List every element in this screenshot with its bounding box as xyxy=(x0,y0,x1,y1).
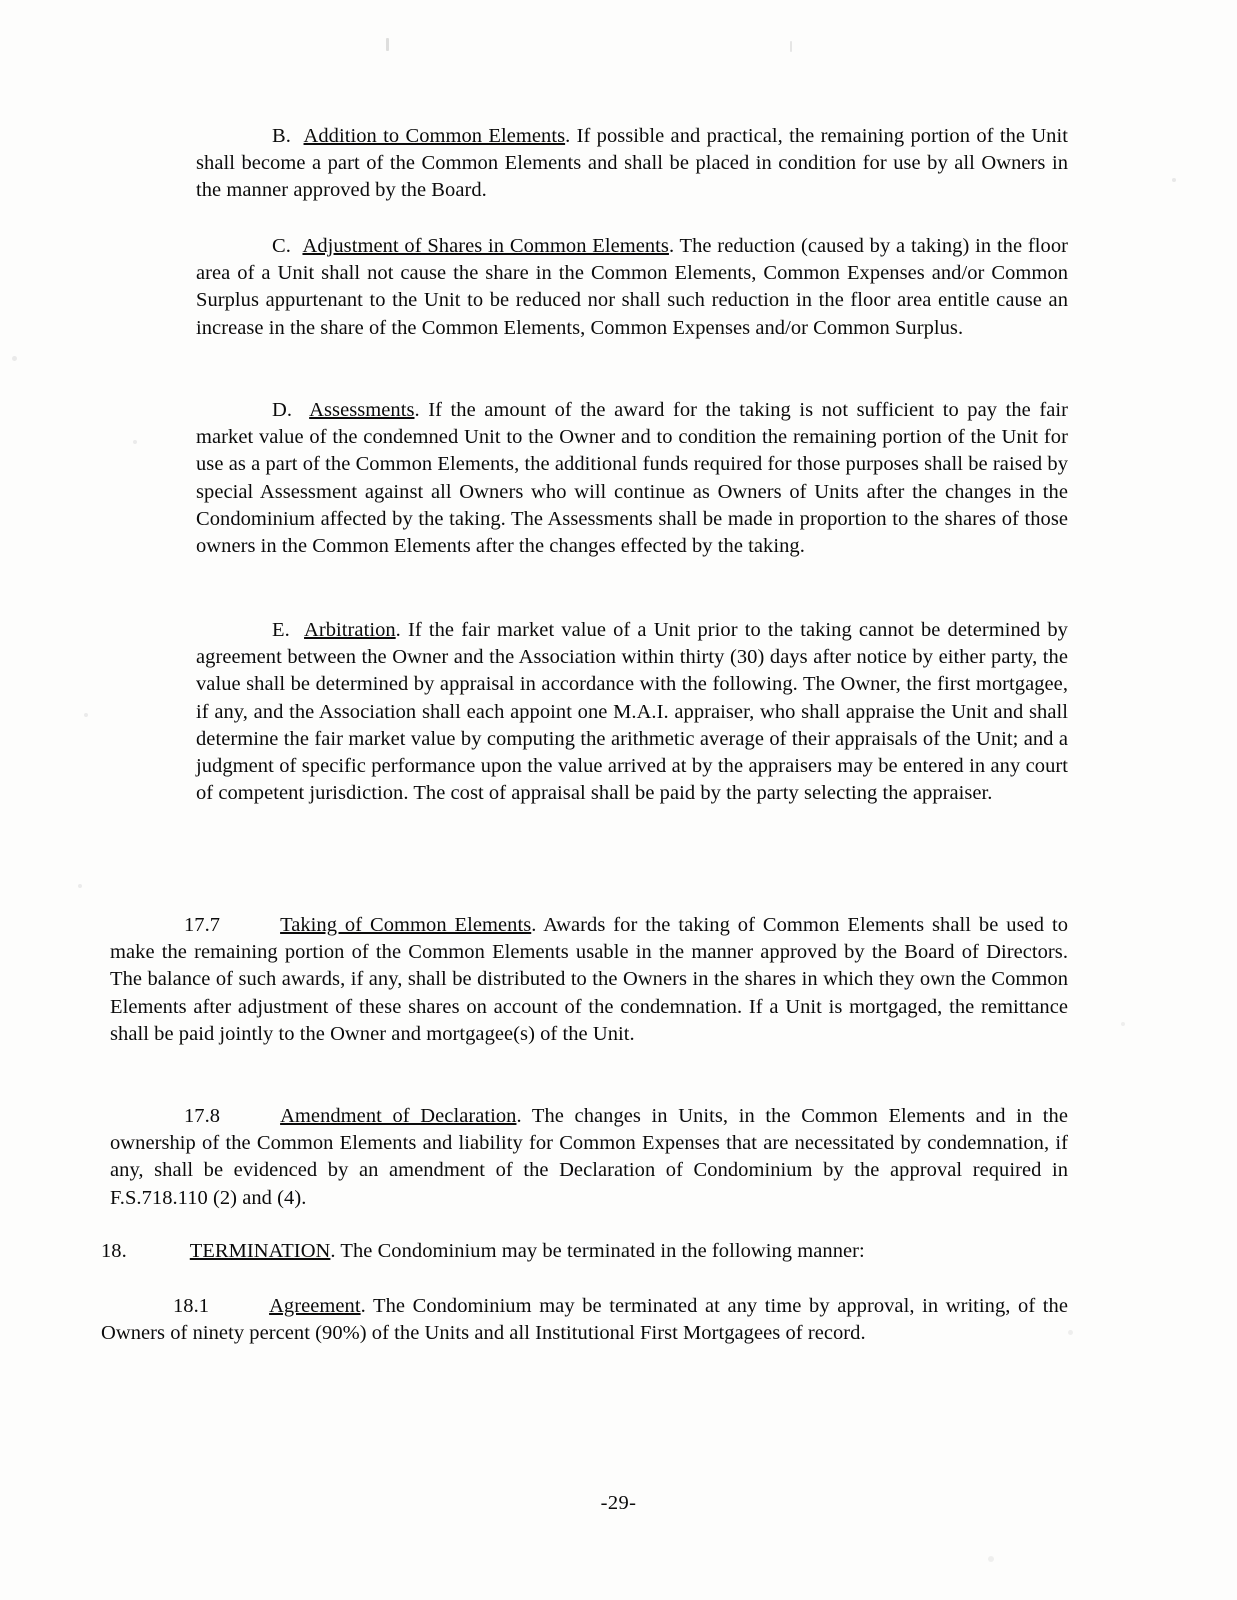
paragraph-c xyxy=(196,233,1068,342)
paragraph-17-8-body: . The changes in Units, in the Common Elements and in the ownership of the Common Elements and liability for Common Expenses that are necessitated by condemnation, if any, shall be evidenced by an amendment of the Declaration of Condominium by the approval required in F.S.718.110 (2) and (4). xyxy=(110,1105,1068,1209)
paragraph-b xyxy=(196,123,1068,205)
page-number: -29- xyxy=(600,1492,637,1514)
paragraph-18-body: . The Condominium may be terminated in the following manner: xyxy=(330,1240,865,1262)
paragraph-d-marker: D. xyxy=(272,399,293,421)
paragraph-c-marker: C. xyxy=(272,235,291,257)
paragraph-18-1-marker: 18.1 xyxy=(173,1295,210,1317)
paragraph-17-7-heading: Taking of Common Elements xyxy=(280,914,532,936)
paragraph-18-1-body: . The Condominium may be terminated at any time by approval, in writing, of the Owners of ninety percent (90%) of the Units and all Institutional First Mortgagees of record. xyxy=(101,1295,1068,1345)
paragraph-17-8-heading: Amendment of Declaration xyxy=(280,1105,517,1127)
scan-speck xyxy=(1068,1330,1073,1335)
paragraph-d-body: . If the amount of the award for the taking is not sufficient to pay the fair market value of the condemned Unit to the Owner and to condition the remaining portion of the Unit for use as a part of the Common Elements, the additional funds required for those purposes shall be raised by special Assessment against all Owners who will continue as Owners of Units after the changes in the Condominium affected by the taking. The Assessments shall be made in proportion to the shares of those owners in the Common Elements after the changes effected by the taking. xyxy=(196,399,1068,558)
scan-speck xyxy=(1121,1022,1125,1026)
scan-speck xyxy=(1172,178,1176,182)
scan-speck xyxy=(988,1556,994,1562)
paragraph-17-7 xyxy=(110,912,1068,1048)
paragraph-e-body: . If the fair market value of a Unit prior to the taking cannot be determined by agreement between the Owner and the Association within thirty (30) days after notice by either party, the value shall be determined by appraisal in accordance with the following. The Owner, the first mortgagee, if any, and the Association shall each appoint one M.A.I. appraiser, who shall appraise the Unit and shall determine the fair market value by computing the arithmetic average of their appraisals of the Unit; and a judgment of specific performance upon the value arrived at by the appraisers may be entered in any court of competent jurisdiction. The cost of appraisal shall be paid by the party selecting the appraiser. xyxy=(196,619,1068,805)
paragraph-b-body: . If possible and practical, the remaining portion of the Unit shall become a part of the Common Elements and shall be placed in condition for use by all Owners in the manner approved by the Board. xyxy=(196,125,1068,202)
paragraph-18-heading: TERMINATION xyxy=(189,1240,331,1262)
paragraph-18-1 xyxy=(101,1293,1068,1347)
paragraph-d xyxy=(196,397,1068,560)
paragraph-18-marker: 18. xyxy=(101,1240,127,1262)
paragraph-e-marker: E. xyxy=(272,619,290,641)
scan-speck xyxy=(133,440,137,444)
paragraph-d-heading: Assessments xyxy=(309,399,415,421)
paragraph-18 xyxy=(101,1238,1068,1265)
scan-speck xyxy=(790,41,792,52)
paragraph-b-heading: Addition to Common Elements xyxy=(303,125,566,147)
paragraph-17-7-body: . Awards for the taking of Common Elements shall be used to make the remaining portion of the Common Elements usable in the manner approved by the Board of Directors. The balance of such awards, if any, shall be distributed to the Owners in the shares in which they own the Common Elements after adjustment of these shares on account of the condemnation. If a Unit is mortgaged, the remittance shall be paid jointly to the Owner and mortgagee(s) of the Unit. xyxy=(110,914,1069,1045)
paragraph-c-heading: Adjustment of Shares in Common Elements xyxy=(302,235,669,257)
scan-speck xyxy=(78,884,82,888)
paragraph-17-8-marker: 17.8 xyxy=(184,1105,221,1127)
scan-speck xyxy=(386,38,389,51)
paragraph-17-8 xyxy=(110,1103,1068,1212)
paragraph-c-body: . The reduction (caused by a taking) in the floor area of a Unit shall not cause the share in the Common Elements, Common Expenses and/or Common Surplus appurtenant to the Unit to be reduced nor shall such reduction in the floor area entitle cause an increase in the share of the Common Elements, Common Expenses and/or Common Surplus. xyxy=(196,235,1069,339)
scan-speck xyxy=(12,356,17,361)
paragraph-e-heading: Arbitration xyxy=(304,619,396,641)
paragraph-b-marker: B. xyxy=(272,125,291,147)
paragraph-17-7-marker: 17.7 xyxy=(184,914,221,936)
paragraph-18-1-heading: Agreement xyxy=(269,1295,361,1317)
scan-speck xyxy=(84,713,88,717)
paragraph-e xyxy=(196,617,1068,807)
